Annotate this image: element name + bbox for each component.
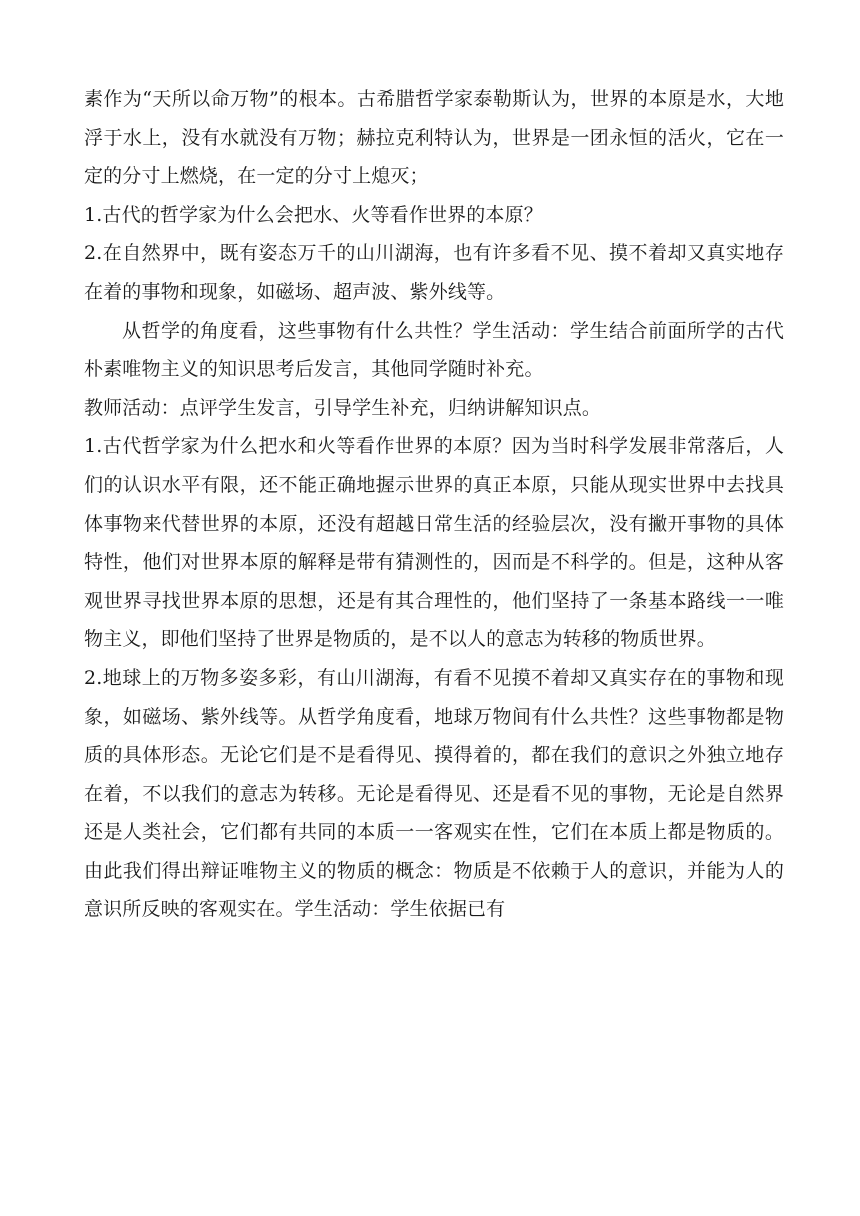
paragraph-teacher-activity: 教师活动：点评学生发言，引导学生补充，归纳讲解知识点。 bbox=[84, 396, 602, 419]
paragraph-student-activity: 从哲学的角度看，这些事物有什么共性？学生活动：学生结合前面所学的古代朴素唯物主义的知识思考后发言，其他同学随时补充。 bbox=[84, 319, 784, 381]
paragraph-origin-of-world: 素作为“天所以命万物”的根本。古希腊哲学家泰勒斯认为，世界的本原是水，大地浮于水上，没有水就没有万物；赫拉克利特认为，世界是一团永恒的活火，它在一定的分寸上燃烧，在一定的分寸上熄灭； bbox=[84, 88, 784, 188]
document-body bbox=[84, 80, 784, 929]
question-1: 1.古代的哲学家为什么会把水、火等看作世界的本原？ bbox=[84, 203, 543, 226]
question-2: 2.在自然界中，既有姿态万千的山川湖海，也有许多看不见、摸不着却又真实地存在着的事物和现象，如磁场、超声波、紫外线等。 bbox=[84, 242, 784, 303]
answer-1: 1.古代哲学家为什么把水和火等看作世界的本原？因为当时科学发展非常落后，人们的认识水平有限，还不能正确地握示世界的真正本原，只能从现实世界中去找具体事物来代替世界的本原，还没有超越日常生活的经验层次，没有撇开事物的具体特性，他们对世界本原的解释是带有猜测性的，因而是不科学的。但是，这种从客观世界寻找世界本原的思想，还是有其合理性的，他们坚持了一条基本路线一一唯物主义，即他们坚持了世界是物质的，是不以人的意志为转移的物质世界。 bbox=[84, 435, 784, 651]
answer-2: 2.地球上的万物多姿多彩，有山川湖海，有看不见摸不着却又真实存在的事物和现象，如磁场、紫外线等。从哲学角度看，地球万物间有什么共性？这些事物都是物质的具体形态。无论它们是不是看得见、摸得着的，都在我们的意识之外独立地存在着，不以我们的意志为转移。无论是看得见、还是看不见的事物，无论是自然界还是人类社会，它们都有共同的本质一一客观实在性，它们在本质上都是物质的。由此我们得出辩证唯物主义的物质的概念：物质是不依赖于人的意识，并能为人的意识所反映的客观实在。学生活动：学生依据已有 bbox=[84, 666, 784, 921]
